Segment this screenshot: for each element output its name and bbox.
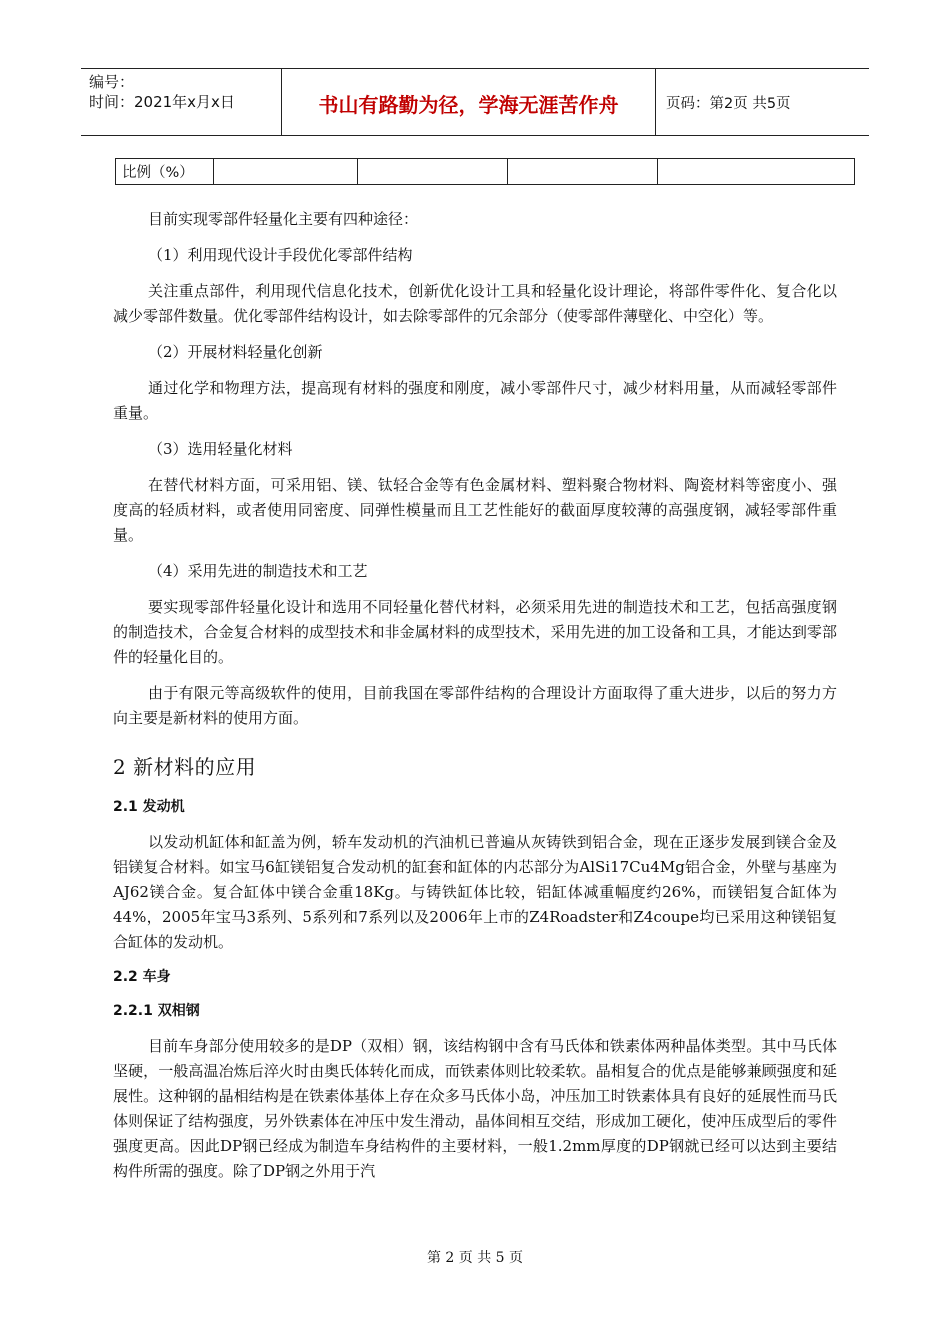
subsection-heading-2-2-1: 2.2.1 双相钢 [113, 1003, 200, 1019]
paragraph: 在替代材料方面，可采用铝、镁、钛轻合金等有色金属材料、塑料聚合物材料、陶瓷材料等密度小、强度高的轻质材料，或者使用同密度、同弹性模量而且工艺性能好的截面厚度较薄的高强度钢，减轻零部件重量。 [113, 476, 837, 544]
paragraph-intro: 目前实现零部件轻量化主要有四种途径： [148, 210, 419, 228]
header-meta [81, 69, 282, 135]
table-cell [358, 159, 508, 185]
header-page-info: 页码：第2页 共5页 [666, 95, 791, 112]
page-footer: 第 2 页 共 5 页 [426, 1250, 524, 1266]
list-item-4: （4）采用先进的制造技术和工艺 [148, 562, 368, 580]
subsection-heading-2-2: 2.2 车身 [113, 969, 171, 985]
table-cell [214, 159, 358, 185]
paragraph: 关注重点部件，利用现代信息化技术，创新优化设计工具和轻量化设计理论，将部件零件化、复合化以减少零部件数量。优化零部件结构设计，如去除零部件的冗余部分（使零部件薄壁化、中空化）等。 [113, 282, 837, 325]
paragraph: 由于有限元等高级软件的使用，目前我国在零部件结构的合理设计方面取得了重大进步，以后的努力方向主要是新材料的使用方面。 [113, 684, 837, 727]
number-label: 编号： [89, 73, 135, 91]
paragraph: 要实现零部件轻量化设计和选用不同轻量化替代材料，必须采用先进的制造技术和工艺，包括高强度钢的制造技术，合金复合材料的成型技术和非金属材料的成型技术，采用先进的加工设备和工具，才能达到零部件的轻量化目的。 [113, 598, 837, 666]
paragraph: 以发动机缸体和缸盖为例，轿车发动机的汽油机已普遍从灰铸铁到铝合金，现在正逐步发展到镁合金及铝镁复合材料。如宝马6缸镁铝复合发动机的缸套和缸体的内芯部分为AlSi17Cu4Mg铝合金，外壁与基座为AJ62镁合金。复合缸体中镁合金重18Kg。与铸铁缸体比较，铝缸体减重幅度约26%，而镁铝复合缸体为44%，2005年宝马3系列、5系列和7系列以及2006年上市的Z4Roadster和Z4coupe均已采用这种镁铝复合缸体的发动机。 [113, 833, 837, 951]
table-cell [658, 159, 855, 185]
time-label: 时间：2021年x月x日 [89, 93, 235, 111]
list-item-1: （1）利用现代设计手段优化零部件结构 [148, 246, 413, 264]
ratio-table [115, 158, 855, 185]
list-item-2: （2）开展材料轻量化创新 [148, 343, 323, 361]
table-row [116, 159, 855, 185]
header-motto: 书山有路勤为径，学海无涯苦作舟 [282, 69, 656, 135]
paragraph: 目前车身部分使用较多的是DP（双相）钢，该结构钢中含有马氏体和铁素体两种晶体类型。其中马氏体坚硬，一般高温冶炼后淬火时由奥氏体转化而成，而铁素体则比较柔软。晶相复合的优点是能够兼顾强度和延展性。这种钢的晶相结构是在铁素体基体上存在众多马氏体小岛，冲压加工时铁素体具有良好的延展性而马氏体则保证了结构强度，另外铁素体在冲压中发生滑动，晶体间相互交结，形成加工硬化，使冲压成型后的零件强度更高。因此DP钢已经成为制造车身结构件的主要材料，一般1.2mm厚度的DP钢就已经可以达到主要结构件所需的强度。除了DP钢之外用于汽 [113, 1037, 837, 1180]
page-header [81, 68, 869, 136]
table-cell [508, 159, 658, 185]
section-heading-2: 2 新材料的应用 [113, 755, 257, 779]
subsection-heading-2-1: 2.1 发动机 [113, 799, 185, 815]
paragraph: 通过化学和物理方法，提高现有材料的强度和刚度，减小零部件尺寸，减少材料用量，从而减轻零部件重量。 [113, 379, 837, 422]
document-body [113, 207, 837, 1195]
list-item-3: （3）选用轻量化材料 [148, 440, 293, 458]
ratio-label-cell: 比例（%） [116, 159, 214, 185]
